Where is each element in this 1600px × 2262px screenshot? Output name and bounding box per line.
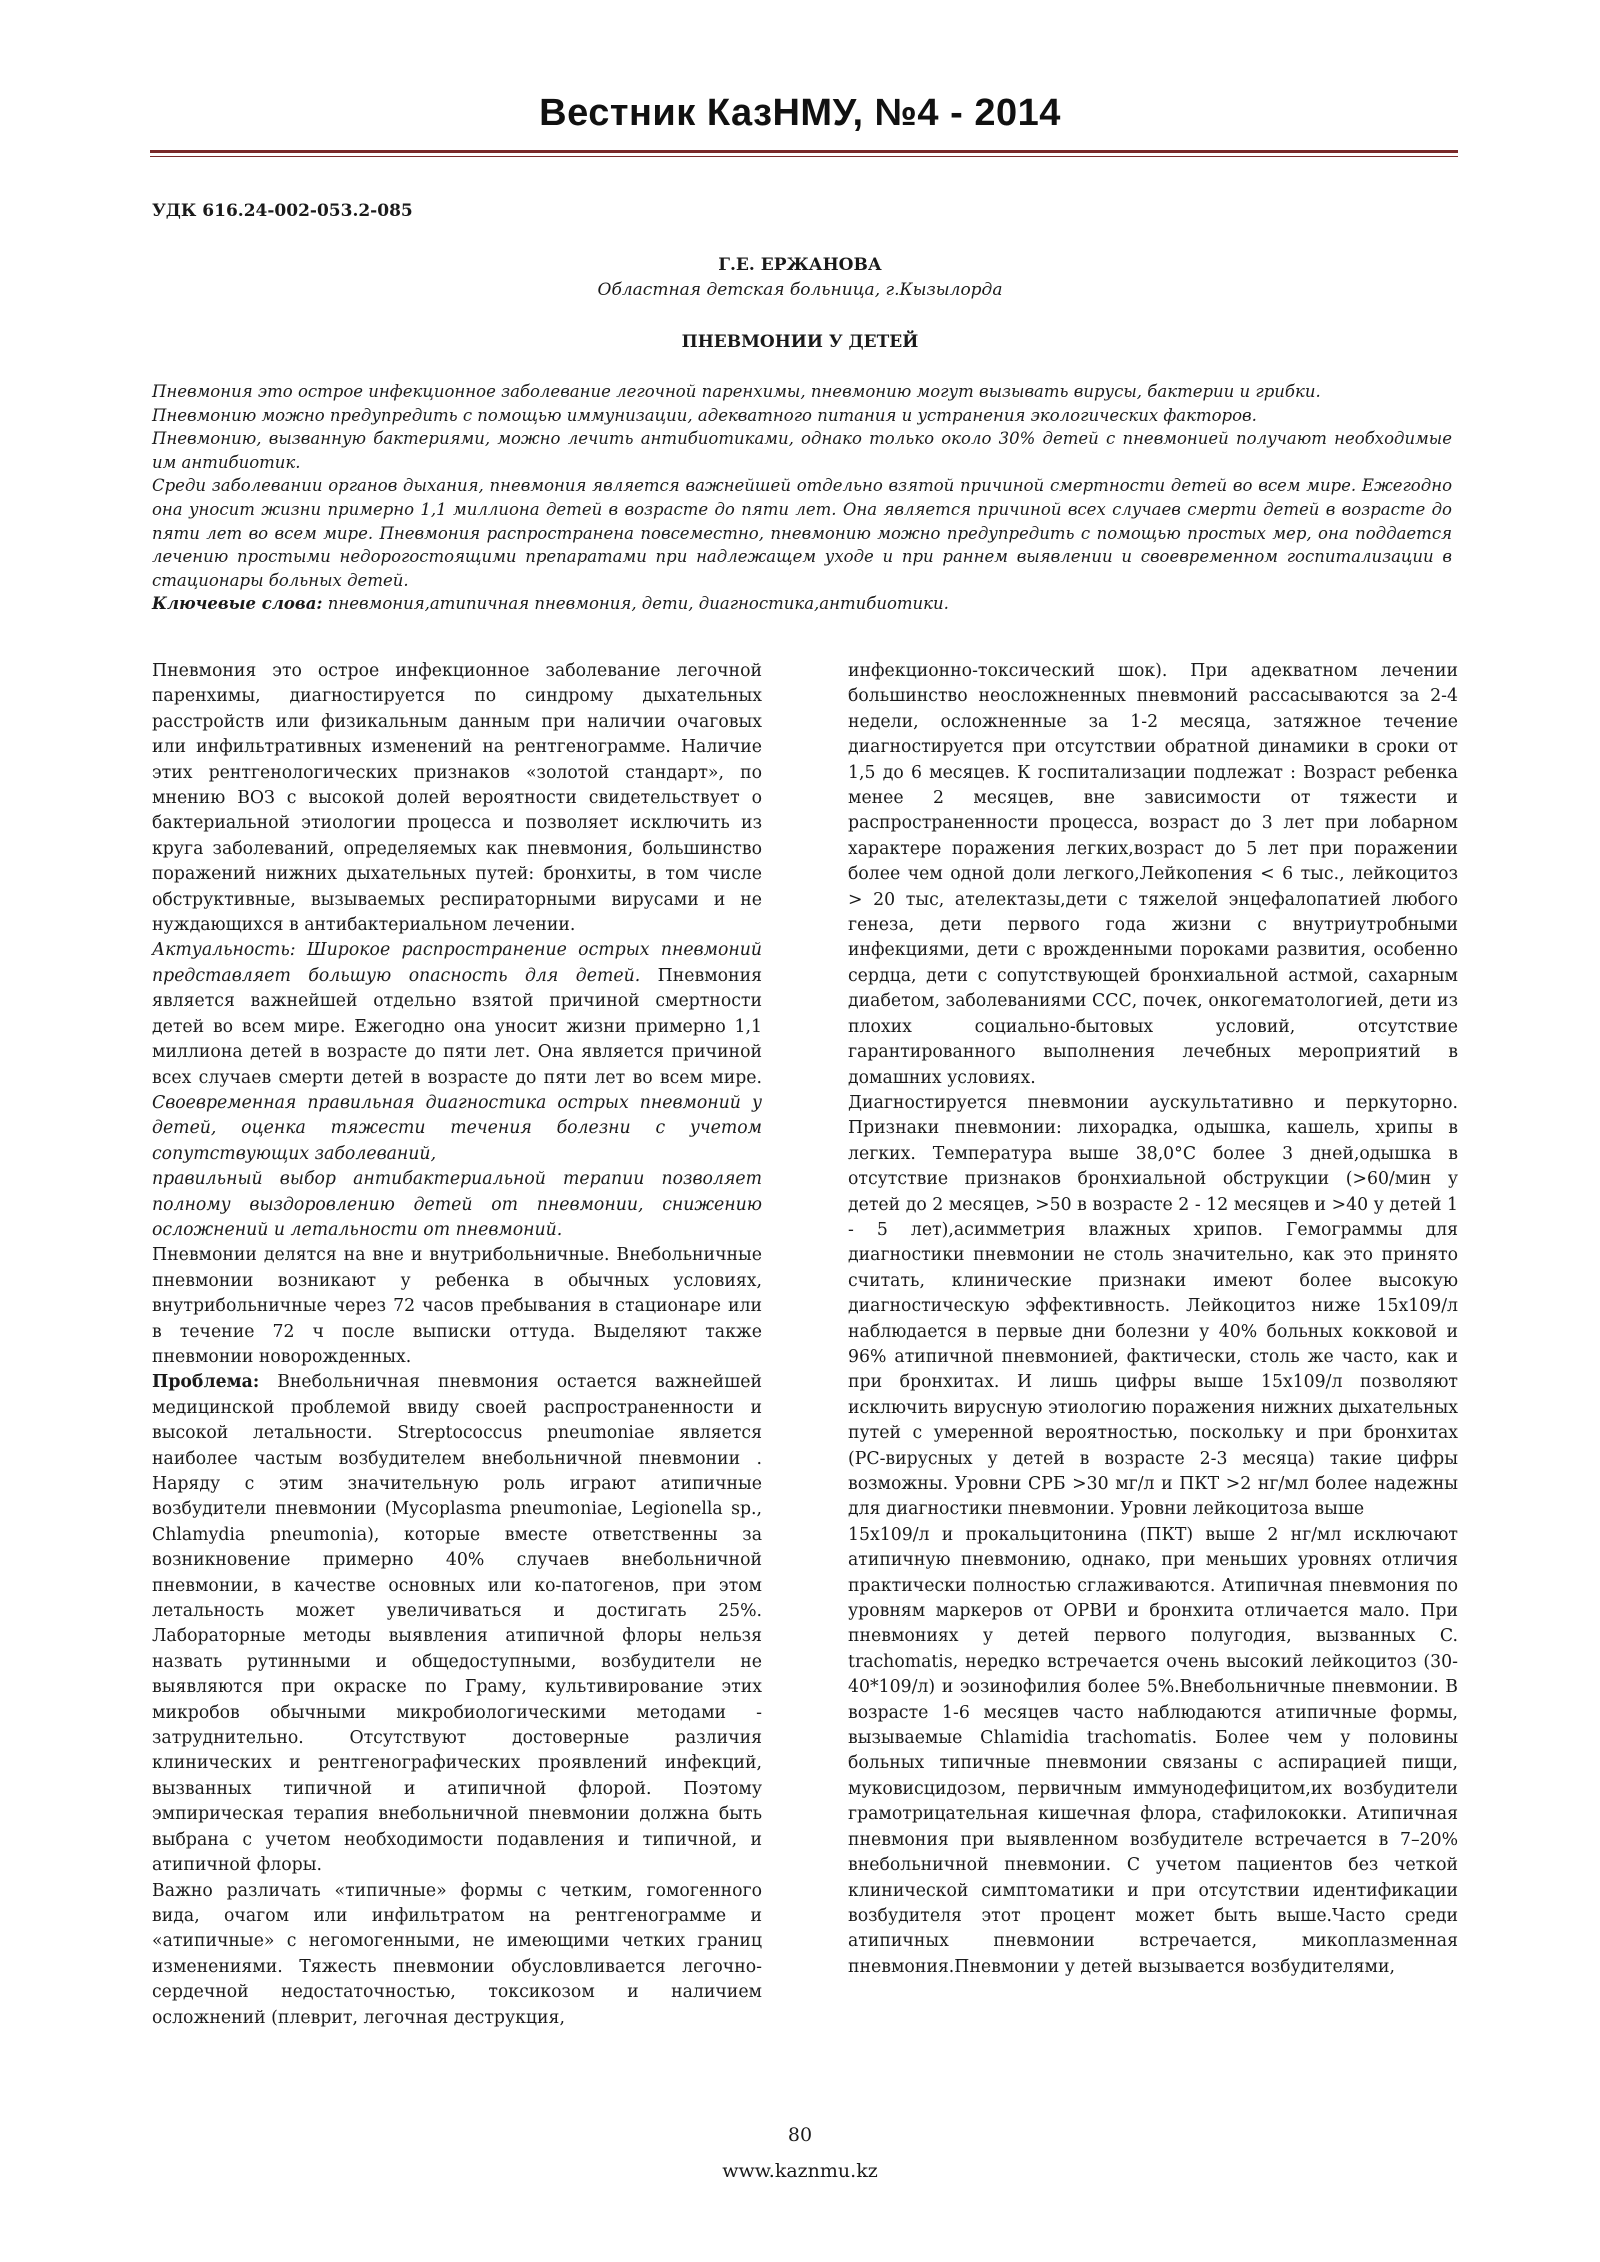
page-number: 80	[787, 2124, 813, 2146]
author-affiliation: Областная детская больница, г.Кызылорда	[597, 280, 1003, 300]
body-paragraph: 15х109/л и прокальцитонина (ПКТ) выше 2 нг/мл исключают атипичную пневмонию, однако, при меньших уровнях отличия практически полностью сглаживаются. Атипичная пневмония по уровням маркеров от ОРВИ и бронхита отличается мало. При пневмониях у детей первого полугодия, вызванных C. trachomatis, нередко встречается очень высокий лейкоцитоз (30-40*109/л) и эозинофилия более 5%.Внебольничные пневмонии. В возрасте 1-6 месяцев часто наблюдаются атипичные формы, вызываемые Chlamidia trachomatis. Более чем у половины больных типичные пневмонии связаны с аспирацией пищи, муковисцидозом, первичным иммунодефицитом,их возбудители грамотрицательная кишечная флора, стафилококки. Атипичная пневмония при выявленном возбудителе встречается в 7–20% внебольничной пневмонии. С учетом пациентов без четкой клинической симптоматики и при отсутствии идентификации возбудителя этот процент может быть выше.Часто среди атипичных пневмонии встречается, микоплазменная пневмония.Пневмонии у детей вызывается возбудителями,	[848, 1524, 1458, 1977]
problem-label: Проблема:	[152, 1372, 260, 1393]
abstract-paragraph: Среди заболевании органов дыхания, пневмония является важнейшей отдельно взятой причиной смертности детей во всем мире. Ежегодно она уносит жизни примерно 1,1 миллиона детей в возрасте до пяти лет. Она является причиной всех случаев смерти детей в возрасте до пяти лет во всем мире. Пневмония распространена повсеместно, пневмонию можно предупредить с помощью простых мер, она поддается лечению простыми недорогостоящими препаратами при надлежащем уходе и при раннем выявлении и своевременном госпитализации в стационары больных детей.	[152, 476, 1452, 590]
body-column-right	[848, 659, 1458, 1980]
keywords-list: пневмония,атипичная пневмония, дети, диагностика,антибиотики.	[322, 594, 949, 614]
abstract-paragraph: Пневмонию можно предупредить с помощью иммунизации, адекватного питания и устранения экологических факторов.	[152, 405, 1257, 425]
article-author: Г.Е. ЕРЖАНОВА	[718, 255, 882, 275]
relevance-text: Пневмония является важнейшей отдельно взятой причиной смертности детей во всем мире. Ежегодно она уносит жизни примерно 1,1 миллиона детей в возрасте до пяти лет. Она является причиной всех случаев смерти детей в возрасте до пяти лет во всем мире.	[152, 965, 762, 1088]
abstract-paragraph: Пневмонию, вызванную бактериями, можно лечить антибиотиками, однако только около 30% детей с пневмонией получают необходимые им антибиотик.	[152, 429, 1452, 472]
article-title: ПНЕВМОНИИ У ДЕТЕЙ	[681, 332, 919, 352]
relevance-italic-2: Своевременная правильная диагностика острых пневмоний у детей, оценка тяжести течения болезни с учетом сопутствующих заболеваний,	[152, 1092, 762, 1164]
body-column-left	[152, 659, 762, 2031]
body-paragraph: Пневмонии делятся на вне и внутрибольничные. Внебольничные пневмонии возникают у ребенка в обычных условиях, внутрибольничные через 72 часов пребывания в стационаре или в течение 72 ч после выписки оттуда. Выделяют также пневмонии новорожденных.	[152, 1245, 762, 1367]
header-divider-thin	[150, 156, 1458, 157]
header-divider	[150, 150, 1458, 153]
body-paragraph: Пневмония это острое инфекционное заболевание легочной паренхимы, диагностируется по синдрому дыхательных расстройств или физикальным данным при наличии очаговых или инфильтративных изменений на рентгенограмме. Наличие этих рентгенологических признаков «золотой стандарт», по мнению ВОЗ с высокой долей вероятности свидетельствует о бактериальной этиологии процесса и позволяет исключить из круга заболеваний, определяемых как пневмония, большинство поражений нижних дыхательных путей: бронхиты, в том числе обструктивные, вызываемых респираторными вирусами и не нуждающихся в антибактериальном лечении.	[152, 661, 762, 936]
body-paragraph	[152, 938, 762, 1167]
keywords-label: Ключевые слова:	[152, 594, 323, 614]
body-paragraph: правильный выбор антибактериальной терапии позволяет полному выздоровлению детей от пневмонии, снижению осложнений и летальности от пневмоний.	[152, 1169, 762, 1240]
udc-code: УДК 616.24-002-053.2-085	[152, 201, 413, 221]
body-paragraph: инфекционно-токсический шок). При адекватном лечении большинство неосложненных пневмоний рассасываются за 2-4 недели, осложненные за 1-2 месяца, затяжное течение диагностируется при отсутствии обратной динамики в сроки от 1,5 до 6 месяцев. К госпитализации подлежат : Возраст ребенка менее 2 месяцев, вне зависимости от тяжести и распространенности процесса, возраст до 3 лет при лобарном характере поражения легких,возраст до 5 лет при поражении более чем одной доли легкого,Лейкопения < 6 тыс., лейкоцитоз > 20 тыс, ателектазы,дети с тяжелой энцефалопатией любого генеза, дети первого года жизни с внутриутробными инфекциями, дети с врожденными пороками развития, особенно сердца, дети с сопутствующей бронхиальной астмой, сахарным диабетом, заболеваниями ССС, почек, онкогематологией, дети из плохих социально-бытовых условий, отсутствие гарантированного выполнения лечебных мероприятий в домашних условиях.	[848, 661, 1458, 1088]
body-paragraph	[152, 1370, 762, 1878]
journal-header	[150, 92, 1450, 135]
relevance-italic: Актуальность: Широкое распространение острых пневмоний представляет большую опасность для детей.	[152, 940, 762, 986]
keywords	[152, 592, 1452, 616]
site-url: www.kaznmu.kz	[722, 2160, 878, 2182]
problem-text: Внебольничная пневмония остается важнейшей медицинской проблемой ввиду своей распространенности и высокой летальности. Streptococcus pneumoniae является наиболее частым возбудителем внебольничной пневмонии . Наряду с этим значительную роль играют атипичные возбудители пневмонии (Mycoplasma pneumoniae, Legionella sp., Chlamydia pneumonia), которые вместе ответственны за возникновение примерно 40% случаев внебольничной пневмонии, в качестве основных или ко-патогенов, при этом летальность может увеличиваться и достигать 25%. Лабораторные методы выявления атипичной флоры нельзя назвать рутинными и общедоступными, возбудители не выявляются при окраске по Граму, культивирование этих микробов обычными микробиологическими методами - затруднительно. Отсутствуют достоверные различия клинических и рентгенографических проявлений инфекций, вызванных типичной и атипичной флорой. Поэтому эмпирическая терапия внебольничной пневмонии должна быть выбрана с учетом необходимости подавления и типичной, и атипичной флоры.	[152, 1372, 762, 1876]
abstract-paragraph: Пневмония это острое инфекционное заболевание легочной паренхимы, пневмонию могут вызывать вирусы, бактерии и грибки.	[152, 382, 1321, 401]
body-paragraph: Важно различать «типичные» формы с четким, гомогенного вида, очагом или инфильтратом на рентгенограмме и «атипичные» с негомогенными, не имеющими четких границ изменениями. Тяжесть пневмонии обусловливается легочно-сердечной недостаточностью, токсикозом и наличием осложнений (плеврит, легочная деструкция,	[152, 1880, 762, 2028]
abstract	[152, 380, 1452, 616]
body-paragraph: Диагностируется пневмонии аускультативно и перкуторно. Признаки пневмонии: лихорадка, одышка, кашель, хрипы в легких. Температура выше 38,0°С более 3 дней,одышка в отсутствие признаков бронхиальной обструкции (>60/мин у детей до 2 месяцев, >50 в возрасте 2 - 12 месяцев и >40 у детей 1 - 5 лет),асимметрия влажных хрипов. Гемограммы для диагностики пневмонии не столь значительно, как это принято считать, клинические признаки имеют более высокую диагностическую эффективность. Лейкоцитоз ниже 15х109/л наблюдается в первые дни болезни у 40% больных кокковой и 96% атипичной пневмонией, фактически, столь же часто, как и при бронхитах. И лишь цифры выше 15х109/л позволяют исключить вирусную этиологию поражения нижних дыхательных путей с умеренной вероятностью, поскольку и при бронхитах (РС-вирусных у детей в возрасте 2-3 месяца) такие цифры возможны. Уровни СРБ >30 мг/л и ПКТ >2 нг/мл более надежны для диагностики пневмонии. Уровни лейкоцитоза выше	[848, 1092, 1458, 1520]
journal-title: Вестник КазНМУ, №4 - 2014	[539, 92, 1061, 134]
